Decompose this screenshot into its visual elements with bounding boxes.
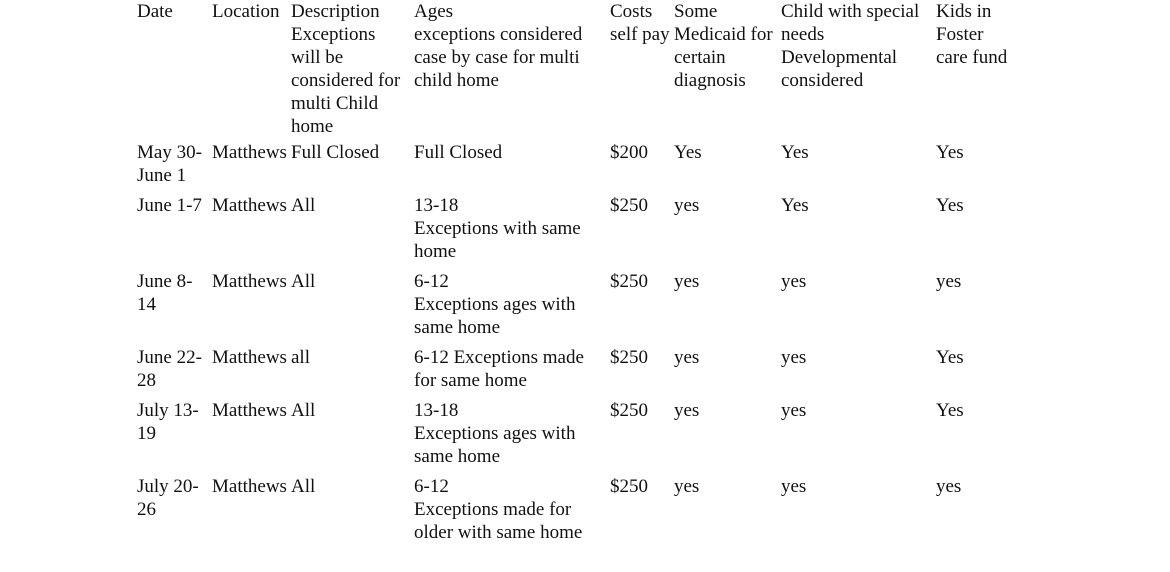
cell-medicaid: [674, 141, 781, 194]
cell-text-line: yes: [674, 271, 700, 292]
cell-text-line: needs: [781, 24, 825, 45]
cell-text-line: Matthews: [212, 142, 287, 163]
cell-text-line: Kids in: [936, 1, 992, 22]
header-location: [212, 0, 291, 141]
table-row: [137, 399, 1026, 475]
cell-text-line: Exceptions made for: [414, 499, 572, 520]
cell-text-line: May 30-: [137, 142, 202, 163]
cell-foster-care: [936, 475, 1026, 551]
cell-text-line: 13-18: [414, 195, 459, 216]
cell-text-line: $200: [610, 142, 648, 163]
cell-cost: [610, 270, 674, 346]
cell-text-line: yes: [674, 400, 700, 421]
cell-text-line: self pay: [610, 24, 670, 45]
cell-text-line: June 1: [137, 165, 187, 186]
cell-special-needs: [781, 270, 936, 346]
camp-schedule-table: [137, 0, 1026, 551]
cell-location: [212, 346, 291, 399]
cell-text-line: Child with special: [781, 1, 920, 22]
cell-cost: [610, 475, 674, 551]
cell-text-line: Full Closed: [291, 142, 380, 163]
cell-text-line: Exceptions with same: [414, 218, 581, 239]
cell-text-line: All: [291, 476, 316, 497]
cell-cost: [610, 141, 674, 194]
cell-text-line: considered: [781, 70, 864, 91]
cell-date: [137, 141, 212, 194]
cell-text-line: Matthews: [212, 400, 287, 421]
cell-text-line: Medicaid for: [674, 24, 773, 45]
cell-text-line: Yes: [936, 195, 964, 216]
cell-text-line: Description: [291, 1, 380, 22]
cell-text-line: Date: [137, 1, 173, 22]
cell-text-line: older with same home: [414, 522, 583, 543]
cell-description: [291, 346, 414, 399]
cell-text-line: Matthews: [212, 476, 287, 497]
cell-text-line: home: [414, 241, 457, 262]
cell-text-line: June 1-7: [137, 195, 202, 216]
cell-text-line: 13-18: [414, 400, 459, 421]
cell-text-line: All: [291, 195, 316, 216]
cell-text-line: $250: [610, 195, 648, 216]
cell-text-line: Yes: [781, 142, 809, 163]
cell-text-line: Ages: [414, 1, 454, 22]
cell-medicaid: [674, 399, 781, 475]
cell-date: [137, 270, 212, 346]
cell-cost: [610, 346, 674, 399]
cell-text-line: home: [291, 116, 334, 137]
cell-text-line: Yes: [936, 347, 964, 368]
cell-text-line: yes: [674, 195, 700, 216]
cell-text-line: all: [291, 347, 310, 368]
header-costs: [610, 0, 674, 141]
cell-ages: [414, 270, 610, 346]
cell-ages: [414, 346, 610, 399]
cell-text-line: yes: [781, 271, 807, 292]
cell-text-line: same home: [414, 446, 501, 467]
cell-text-line: $250: [610, 271, 648, 292]
cell-text-line: yes: [936, 476, 962, 497]
cell-text-line: considered for: [291, 70, 401, 91]
cell-date: [137, 399, 212, 475]
header-special-needs: [781, 0, 936, 141]
cell-text-line: Yes: [674, 142, 702, 163]
table-row: [137, 346, 1026, 399]
cell-text-line: 26: [137, 499, 156, 520]
cell-text-line: diagnosis: [674, 70, 746, 91]
cell-special-needs: [781, 346, 936, 399]
cell-text-line: Matthews: [212, 347, 287, 368]
cell-text-line: All: [291, 271, 316, 292]
cell-text-line: Location: [212, 1, 280, 22]
cell-text-line: care fund: [936, 47, 1008, 68]
cell-description: [291, 194, 414, 270]
cell-description: [291, 475, 414, 551]
table-header: [137, 0, 1026, 141]
cell-medicaid: [674, 194, 781, 270]
cell-foster-care: [936, 270, 1026, 346]
cell-special-needs: [781, 141, 936, 194]
cell-text-line: Yes: [936, 142, 964, 163]
cell-foster-care: [936, 346, 1026, 399]
cell-medicaid: [674, 475, 781, 551]
cell-ages: [414, 399, 610, 475]
cell-special-needs: [781, 194, 936, 270]
cell-location: [212, 194, 291, 270]
cell-ages: [414, 475, 610, 551]
cell-foster-care: [936, 399, 1026, 475]
cell-description: [291, 270, 414, 346]
cell-text-line: Some: [674, 1, 718, 22]
cell-medicaid: [674, 346, 781, 399]
cell-cost: [610, 194, 674, 270]
cell-text-line: 6-12: [414, 271, 449, 292]
cell-text-line: multi Child: [291, 93, 379, 114]
cell-text-line: exceptions considered: [414, 24, 583, 45]
cell-medicaid: [674, 270, 781, 346]
table-row: [137, 475, 1026, 551]
cell-description: [291, 399, 414, 475]
cell-text-line: 28: [137, 370, 156, 391]
cell-location: [212, 399, 291, 475]
cell-text-line: for same home: [414, 370, 527, 391]
cell-text-line: Exceptions: [291, 24, 376, 45]
header-medicaid: [674, 0, 781, 141]
cell-ages: [414, 141, 610, 194]
cell-foster-care: [936, 194, 1026, 270]
cell-text-line: Foster: [936, 24, 984, 45]
table-body: [137, 141, 1026, 551]
cell-location: [212, 475, 291, 551]
cell-text-line: Yes: [781, 195, 809, 216]
cell-date: [137, 346, 212, 399]
cell-special-needs: [781, 399, 936, 475]
cell-text-line: $250: [610, 400, 648, 421]
cell-text-line: Costs: [610, 1, 653, 22]
cell-text-line: June 22-: [137, 347, 202, 368]
cell-text-line: will be: [291, 47, 344, 68]
cell-text-line: July 13-: [137, 400, 199, 421]
cell-text-line: Exceptions ages with: [414, 294, 576, 315]
header-date: [137, 0, 212, 141]
cell-special-needs: [781, 475, 936, 551]
cell-ages: [414, 194, 610, 270]
cell-location: [212, 270, 291, 346]
cell-location: [212, 141, 291, 194]
cell-date: [137, 475, 212, 551]
cell-text-line: Exceptions ages with: [414, 423, 576, 444]
header-foster-care: [936, 0, 1026, 141]
cell-text-line: yes: [936, 271, 962, 292]
cell-cost: [610, 399, 674, 475]
cell-text-line: Matthews: [212, 271, 287, 292]
table-row: [137, 194, 1026, 270]
cell-text-line: case by case for multi: [414, 47, 580, 68]
cell-text-line: All: [291, 400, 316, 421]
table-row: [137, 270, 1026, 346]
cell-text-line: 6-12: [414, 476, 449, 497]
cell-text-line: June 8-: [137, 271, 193, 292]
cell-text-line: certain: [674, 47, 726, 68]
header-ages: [414, 0, 610, 141]
cell-text-line: July 20-: [137, 476, 199, 497]
cell-text-line: yes: [674, 347, 700, 368]
cell-text-line: yes: [781, 400, 807, 421]
cell-text-line: 14: [137, 294, 156, 315]
cell-text-line: same home: [414, 317, 501, 338]
cell-text-line: 6-12 Exceptions made: [414, 347, 584, 368]
cell-text-line: Developmental: [781, 47, 898, 68]
cell-text-line: child home: [414, 70, 499, 91]
cell-text-line: Full Closed: [414, 142, 503, 163]
cell-foster-care: [936, 141, 1026, 194]
cell-text-line: 19: [137, 423, 156, 444]
cell-description: [291, 141, 414, 194]
cell-text-line: yes: [781, 347, 807, 368]
cell-text-line: yes: [674, 476, 700, 497]
cell-text-line: $250: [610, 347, 648, 368]
cell-text-line: Yes: [936, 400, 964, 421]
cell-text-line: Matthews: [212, 195, 287, 216]
cell-date: [137, 194, 212, 270]
table-row: [137, 141, 1026, 194]
cell-text-line: $250: [610, 476, 648, 497]
cell-text-line: yes: [781, 476, 807, 497]
header-row: [137, 0, 1026, 141]
header-description: [291, 0, 414, 141]
